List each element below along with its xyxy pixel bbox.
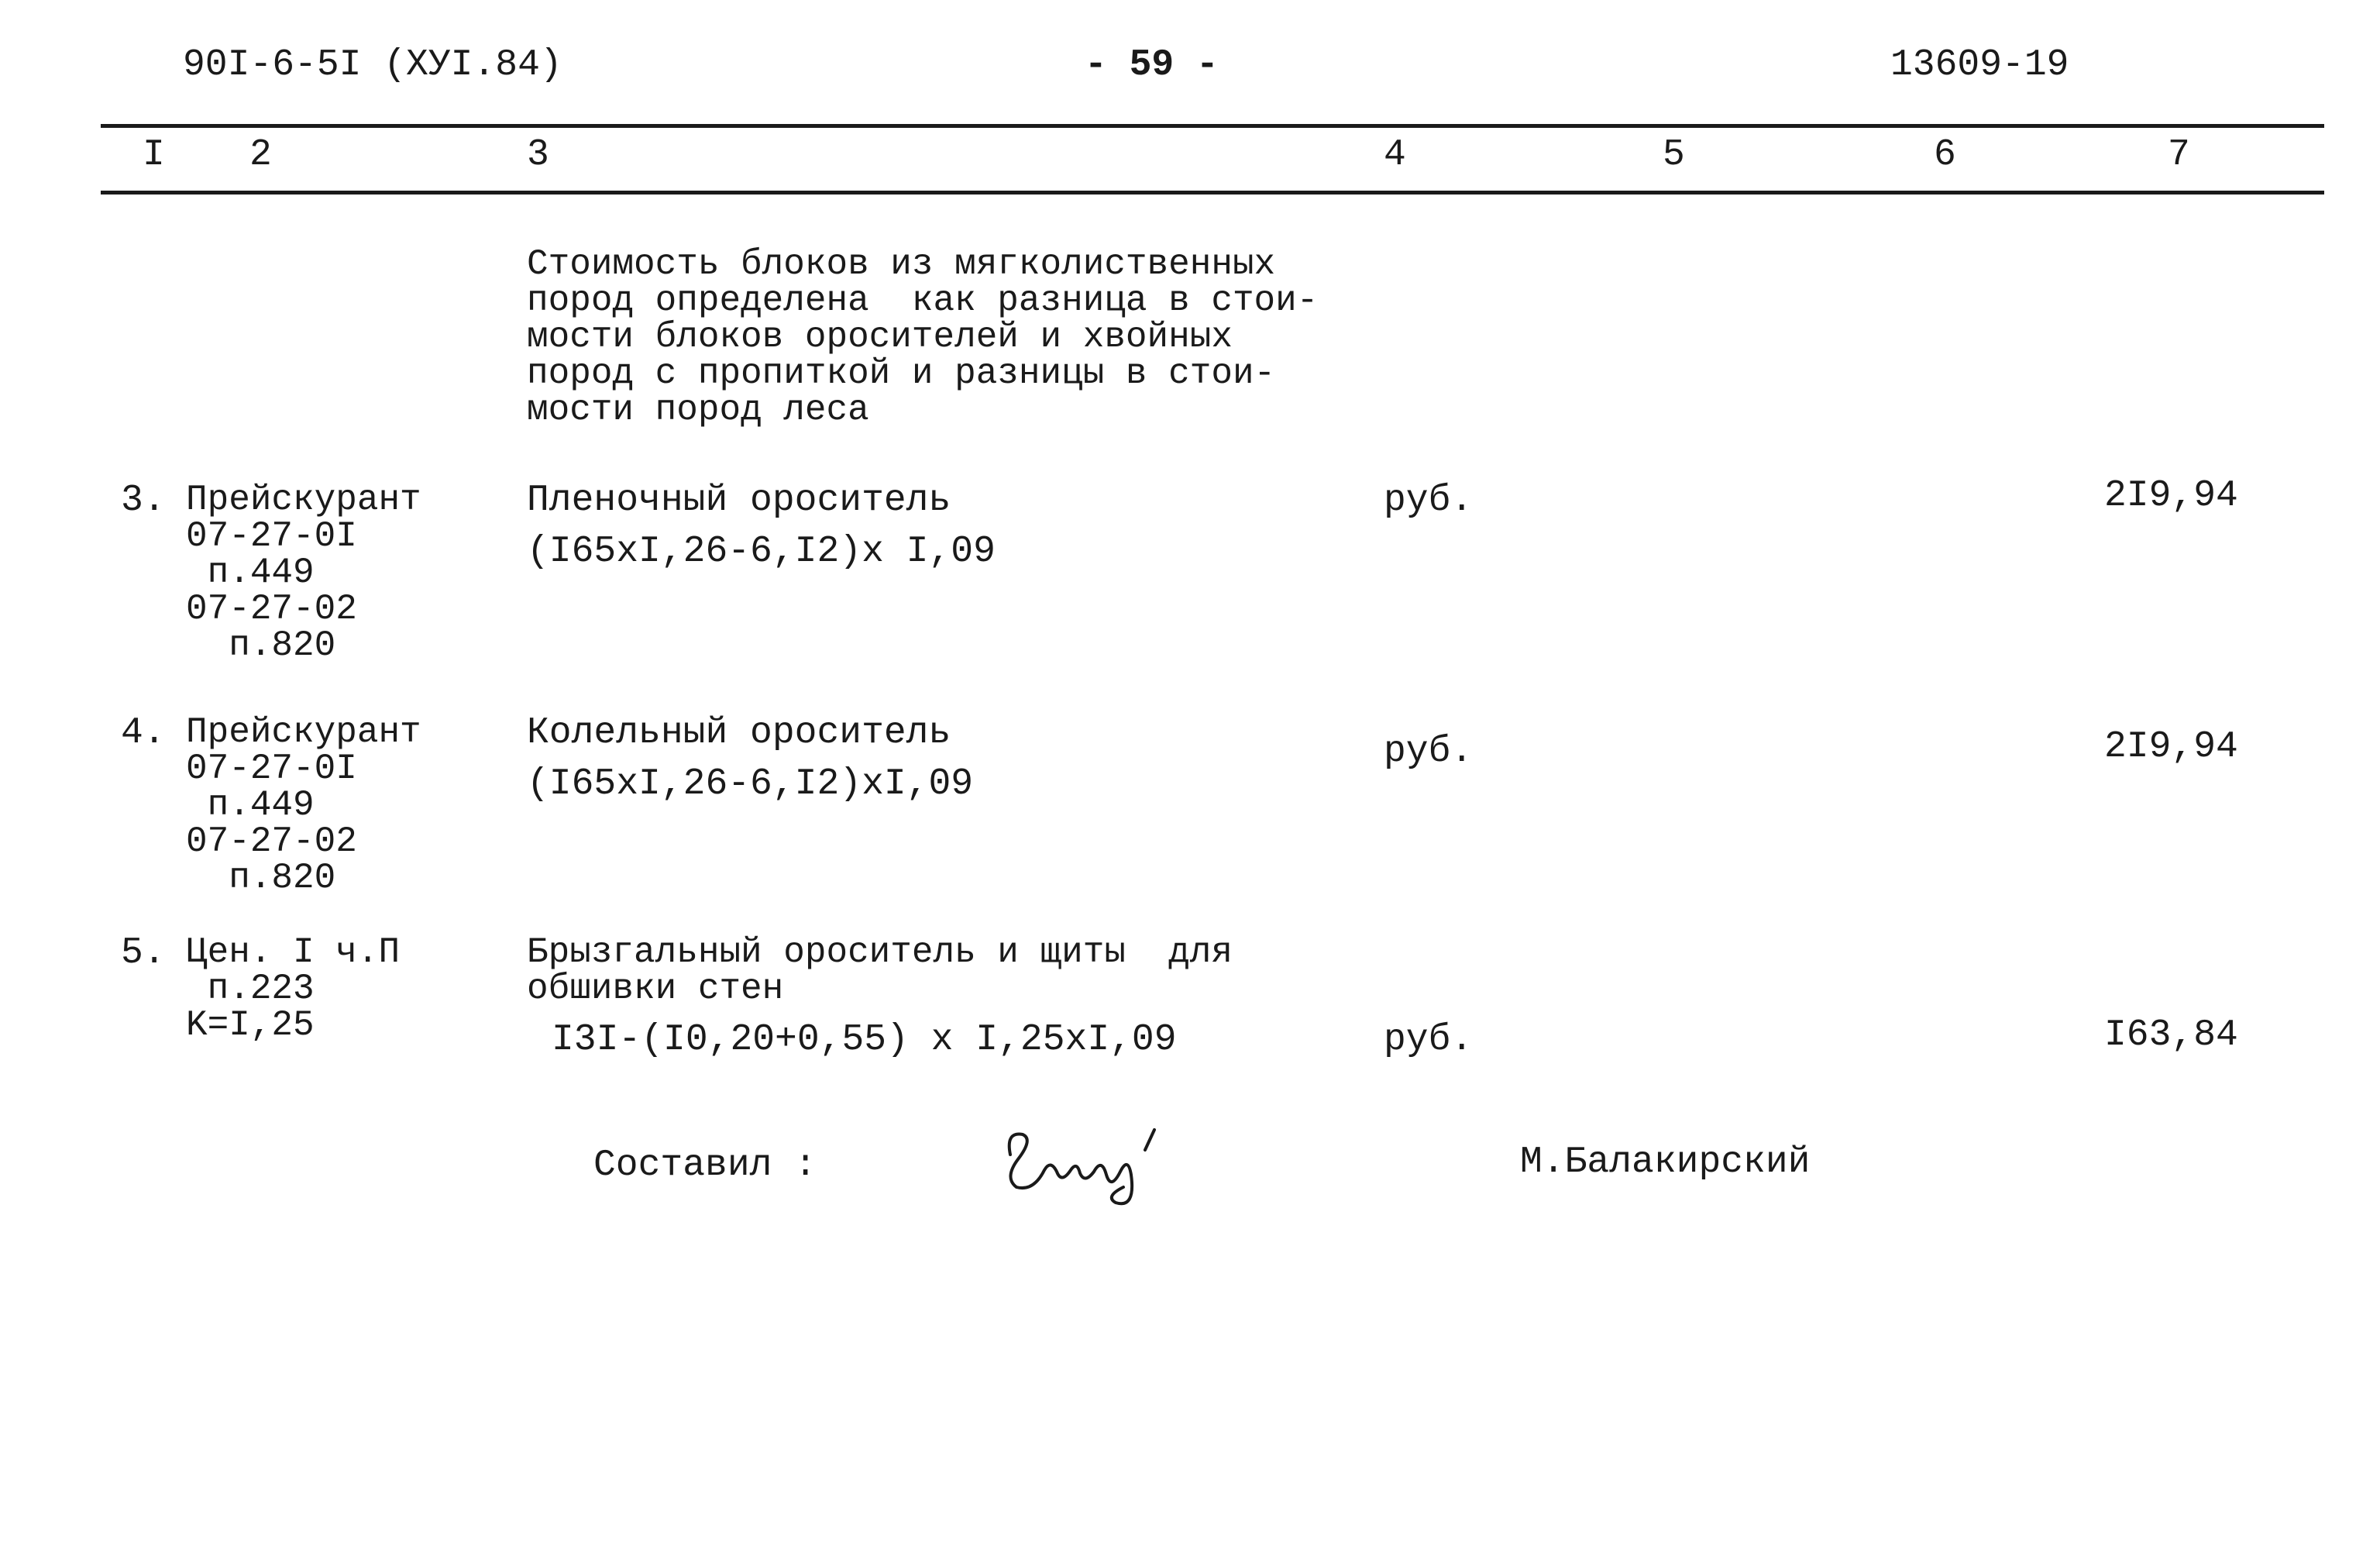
note-line: пород определена как разница в стои- xyxy=(527,281,1319,321)
item-value: 2I9,94 xyxy=(2104,726,2238,768)
source-line: K=I,25 xyxy=(186,1005,315,1045)
document-number: 13609-19 xyxy=(1890,44,2069,86)
item-name-continued: обшивки стен xyxy=(527,969,784,1009)
compiled-by-label: Составил : xyxy=(593,1145,817,1186)
source-line: п.820 xyxy=(186,625,336,666)
signature xyxy=(999,1116,1193,1217)
source-line: п.449 xyxy=(186,553,315,593)
note-line: мости блоков оросителей и хвойных xyxy=(527,317,1233,357)
source-line: 07-27-0I xyxy=(186,749,357,789)
note-line: мости пород леса xyxy=(527,390,869,430)
source-line: 07-27-0I xyxy=(186,516,357,556)
column-header-2: 2 xyxy=(249,134,272,176)
note-line: Стоимость блоков из мягколиственных xyxy=(527,244,1276,284)
source-line: п.223 xyxy=(186,969,315,1009)
item-value: 2I9,94 xyxy=(2104,475,2238,517)
header-bottom-rule xyxy=(101,191,2324,194)
column-header-6: 6 xyxy=(1934,134,1956,176)
row-number: 4. xyxy=(121,712,166,754)
header-top-rule xyxy=(101,124,2324,128)
column-header-5: 5 xyxy=(1663,134,1685,176)
item-name: Колельный ороситель xyxy=(527,712,951,754)
item-name: Пленочный ороситель xyxy=(527,480,951,522)
item-formula: I3I-(I0,20+0,55) x I,25xI,09 xyxy=(552,1019,1177,1061)
row-number: 5. xyxy=(121,932,166,974)
item-unit: руб. xyxy=(1384,480,1474,522)
column-header-4: 4 xyxy=(1384,134,1406,176)
column-header-1: I xyxy=(143,134,165,176)
source-line: 07-27-02 xyxy=(186,589,357,629)
source-line: 07-27-02 xyxy=(186,821,357,862)
compiler-name: М.Балакирский xyxy=(1520,1141,1811,1183)
source-line: Прейскурант xyxy=(186,712,421,752)
document-code: 90I-6-5I (XУI.84) xyxy=(183,44,562,86)
column-header-3: 3 xyxy=(527,134,549,176)
source-line: Цен. I ч.П xyxy=(186,932,401,972)
source-line: п.820 xyxy=(186,858,336,898)
item-value: I63,84 xyxy=(2104,1014,2238,1056)
source-line: Прейскурант xyxy=(186,480,421,520)
page-number: - 59 - xyxy=(1085,44,1219,86)
column-header-7: 7 xyxy=(2168,134,2190,176)
item-name: Брызгальный ороситель и щиты для xyxy=(527,932,1233,972)
item-unit: руб. xyxy=(1384,1019,1474,1061)
item-unit: руб. xyxy=(1384,731,1474,773)
item-formula: (I65xI,26-6,I2)xI,09 xyxy=(527,763,974,805)
row-number: 3. xyxy=(121,480,166,522)
note-line: пород с пропиткой и разницы в стои- xyxy=(527,353,1276,394)
source-line: п.449 xyxy=(186,785,315,825)
item-formula: (I65xI,26-6,I2)x I,09 xyxy=(527,531,996,573)
